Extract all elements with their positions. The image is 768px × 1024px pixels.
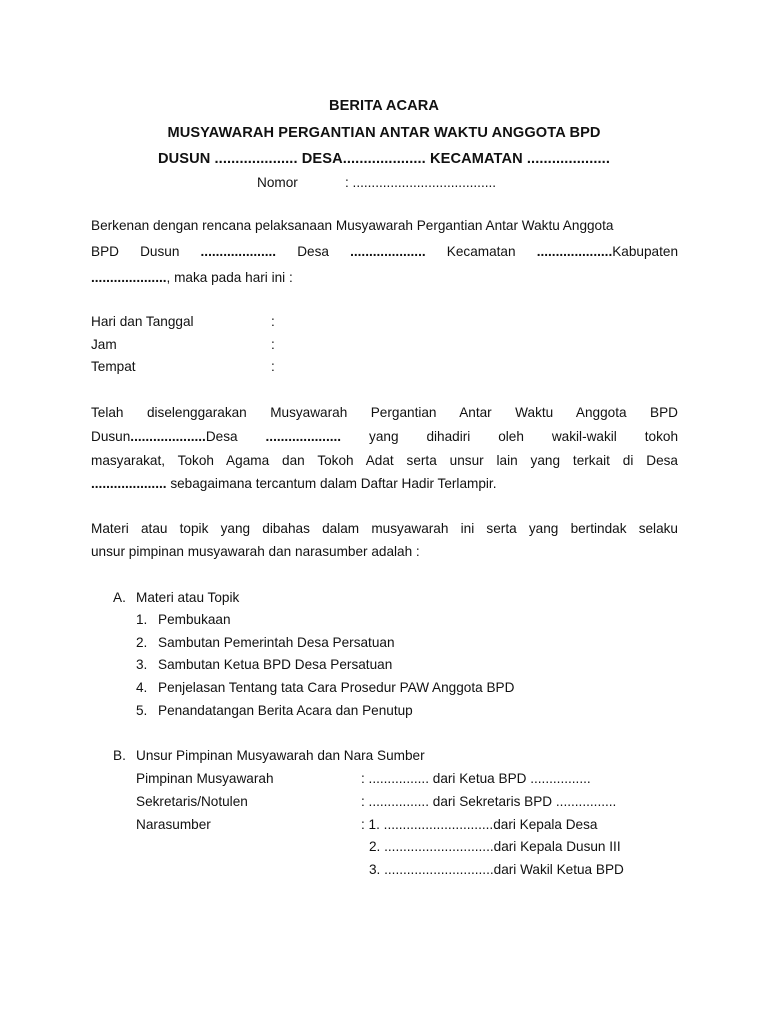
intro-dots-desa: .................... [350, 244, 426, 259]
list-item: Sambutan Pemerintah Desa Persatuan [158, 635, 395, 650]
field-label-hari-tanggal: Hari dan Tanggal [91, 314, 194, 329]
intro-line-1: Berkenan dengan rencana pelaksanaan Musyawarah Pergantian Antar Waktu Anggota [91, 218, 614, 233]
list-item: Penjelasan Tentang tata Cara Prosedur PAW Anggota BPD [158, 680, 515, 695]
section-a-title: Materi atau Topik [136, 590, 240, 605]
role-label-sekretaris: Sekretaris/Notulen [136, 794, 248, 809]
nomor-value: : ...................................... [345, 175, 497, 190]
intro-line-3 [91, 270, 678, 285]
nomor-label: Nomor [257, 175, 298, 190]
para2-line-2 [91, 429, 678, 444]
field-label-jam: Jam [91, 337, 117, 352]
intro-desa: Desa [297, 244, 329, 259]
role-value-narasumber-1: : 1. .............................dari Kepala Desa [361, 817, 598, 832]
list-item-number: 4. [136, 680, 148, 695]
list-item: Sambutan Ketua BPD Desa Persatuan [158, 657, 393, 672]
intro-bpd-dusun: BPD Dusun [91, 244, 180, 259]
intro-line-2 [91, 244, 678, 259]
role-value-narasumber-2: 2. .............................dari Kepala Dusun III [369, 839, 621, 854]
section-b-title: Unsur Pimpinan Musyawarah dan Nara Sumber [136, 748, 425, 763]
role-label-narasumber: Narasumber [136, 817, 211, 832]
para2-line-2-text: yang dihadiri oleh wakil-wakil tokoh [369, 429, 679, 444]
list-item-number: 2. [136, 635, 148, 650]
field-colon: : [271, 314, 275, 329]
para3-line-1: Materi atau topik yang dibahas dalam musyawarah ini serta yang bertindak selaku [91, 521, 678, 536]
section-a-letter: A. [113, 590, 126, 605]
role-value-sekretaris: : ................ dari Sekretaris BPD ................ [361, 794, 617, 809]
intro-kecamatan: Kecamatan [446, 244, 516, 259]
doc-title: BERITA ACARA [328, 98, 440, 114]
role-value-pimpinan: : ................ dari Ketua BPD ................ [361, 771, 591, 786]
intro-line-3-text: , maka pada hari ini : [166, 270, 293, 285]
list-item: Penandatangan Berita Acara dan Penutup [158, 703, 413, 718]
field-colon: : [271, 337, 275, 352]
list-item-number: 3. [136, 657, 148, 672]
para2-line-4-text: sebagaimana tercantum dalam Daftar Hadir Terlampir. [166, 476, 497, 491]
doc-location-line: DUSUN .................... DESA.................... KECAMATAN .................... [157, 151, 610, 167]
field-colon: : [271, 359, 275, 374]
para3-line-2: unsur pimpinan musyawarah dan narasumber adalah : [91, 544, 420, 559]
list-item-number: 5. [136, 703, 148, 718]
para2-dots-dusun: .................... [130, 429, 206, 444]
intro-dots-kecamatan: .................... [536, 244, 613, 259]
para2-line-1: Telah diselenggarakan Musyawarah Pergantian Antar Waktu Anggota BPD [91, 405, 678, 420]
field-label-tempat: Tempat [91, 359, 136, 374]
list-item: Pembukaan [158, 612, 231, 627]
intro-dots-kabupaten: .................... [91, 270, 167, 285]
intro-dots-dusun: .................... [200, 244, 277, 259]
list-item-number: 1. [136, 612, 148, 627]
para2-line-3: masyarakat, Tokoh Agama dan Tokoh Adat serta unsur lain yang terkait di Desa [91, 453, 678, 468]
intro-kabupaten: Kabupaten [612, 244, 678, 259]
role-label-pimpinan: Pimpinan Musyawarah [136, 771, 274, 786]
para2-dots-desa-2: .................... [91, 476, 167, 491]
para2-dots-desa: .................... [265, 429, 342, 444]
doc-subtitle: MUSYAWARAH PERGANTIAN ANTAR WAKTU ANGGOTA BPD [167, 125, 601, 141]
para2-dusun: Dusun [91, 429, 131, 444]
role-value-narasumber-3: 3. .............................dari Wakil Ketua BPD [369, 862, 624, 877]
para2-desa: Desa [205, 429, 238, 444]
para2-line-4 [91, 476, 678, 491]
section-b-letter: B. [113, 748, 126, 763]
